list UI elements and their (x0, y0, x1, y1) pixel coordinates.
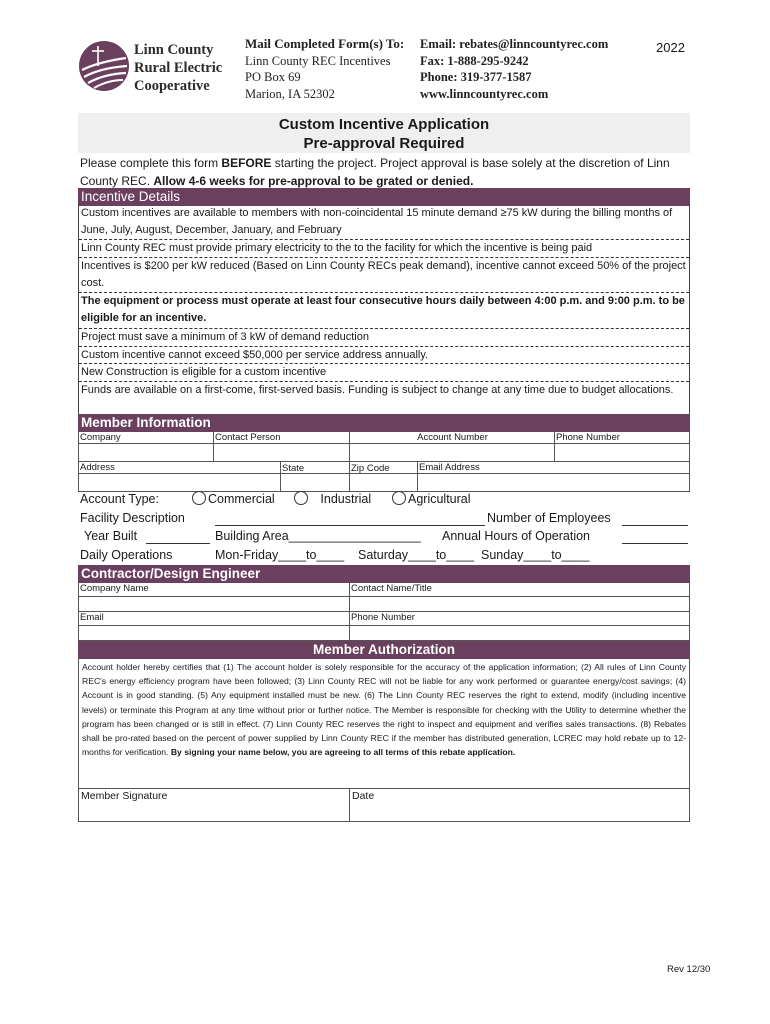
detail-row: Funds are available on a first-come, first-served basis. Funding is subject to change at any time due to budget allocations. (79, 382, 689, 417)
date-field[interactable] (350, 789, 689, 821)
state-field[interactable] (281, 474, 350, 491)
contractor-contact-name-label: Contact Name/Title (350, 583, 689, 597)
facility-description-field[interactable] (215, 525, 485, 526)
contact-info: Email: rebates@linncountyrec.com Fax: 1-888-295-9242 Phone: 319-377-1587 www.linncountyrec.com (420, 37, 609, 101)
organization-name: Linn County Rural Electric Cooperative (134, 42, 223, 94)
year-built-label: Year Built (84, 529, 138, 543)
contractor-heading: Contractor/Design Engineer (78, 565, 690, 583)
incentive-details-heading: Incentive Details (78, 188, 690, 206)
state-label: State (281, 462, 350, 474)
cooperative-logo-icon (78, 40, 130, 92)
form-year: 2022 (656, 40, 685, 55)
email-address-field[interactable] (418, 474, 689, 491)
contractor-table (78, 583, 690, 641)
incentive-details-list (78, 205, 690, 417)
sunday-hours-field[interactable]: Sunday____to____ (481, 548, 590, 562)
contractor-email-field[interactable] (79, 626, 350, 640)
number-of-employees-label: Number of Employees (487, 511, 611, 525)
account-type-agricultural[interactable]: Agricultural (392, 490, 471, 508)
detail-row: Custom incentive cannot exceed $50,000 per service address annually. (79, 347, 689, 364)
phone-number-field[interactable] (555, 444, 689, 462)
detail-row: Custom incentives are available to members with non-coincidental 15 minute demand ≥75 kW during the billing months of June, July, August, December, January, and February (79, 205, 689, 240)
contractor-company-name-field[interactable] (79, 597, 350, 612)
daily-operations-label: Daily Operations (80, 548, 173, 562)
zip-code-field[interactable] (350, 474, 418, 491)
contractor-contact-name-field[interactable] (350, 597, 689, 612)
member-information-table (78, 432, 690, 492)
phone-number-label: Phone Number (555, 432, 689, 444)
member-authorization-heading: Member Authorization (78, 641, 690, 659)
contact-person-label: Contact Person (214, 432, 350, 444)
detail-row: The equipment or process must operate at least four consecutive hours daily between 4:00 p.m. and 9:00 p.m. to be eligible for an incentive. (79, 293, 689, 329)
number-of-employees-field[interactable] (622, 525, 688, 526)
account-type-industrial[interactable]: Industrial (294, 490, 371, 508)
saturday-hours-field[interactable]: Saturday____to____ (358, 548, 475, 562)
radio-icon[interactable] (294, 491, 308, 505)
company-label: Company (79, 432, 214, 444)
contractor-phone-field[interactable] (350, 626, 689, 640)
date-label: Date (352, 790, 375, 802)
account-number-label: Account Number (350, 432, 555, 444)
signature-row (78, 788, 690, 822)
radio-icon[interactable] (192, 491, 206, 505)
account-type-label: Account Type: (80, 492, 159, 506)
facility-description-label: Facility Description (80, 511, 185, 525)
member-information-heading: Member Information (78, 414, 690, 432)
authorization-terms: Account holder hereby certifies that (1) The account holder is solely responsible for the accuracy of the application information; (2) All rules of Linn County REC's energy efficiency program have been followed; (3) Linn County REC will not be liable for any work performed or guarantee energy/cost savings; (4) Account is in good standing. (5) Any equipment installed must be new. (6) The Linn County REC reserves the right to extend, modify (including incentive levels) or terminate this Program at any time without prior or further notice. The Member is responsible for checking with the Utility to determine whether the program has been changed or is still in effect. (7) Linn County REC reserves the right to inspect and equipment and verifies sales transactions. (8) Rebates shall be pro-rated based on the percent of power supplied by Linn County REC if the member has distributed generation, LCREC may hold rebate up to 12-months for verification. By signing your name below, you are agreeing to all terms of this rebate application. (78, 659, 690, 789)
mailing-address: Mail Completed Form(s) To: Linn County REC Incentives PO Box 69 Marion, IA 52302 (245, 36, 405, 101)
form-title: Custom Incentive Application Pre-approval Required (78, 113, 690, 153)
detail-row: Incentives is $200 per kW reduced (Based on Linn County RECs peak demand), incentive cannot exceed 50% of the project cost. (79, 258, 689, 293)
revision-label: Rev 12/30 (667, 964, 711, 975)
address-label: Address (79, 462, 281, 474)
member-signature-field[interactable] (79, 789, 350, 821)
annual-hours-field[interactable] (622, 543, 688, 544)
contractor-company-name-label: Company Name (79, 583, 350, 597)
address-field[interactable] (79, 474, 281, 491)
building-area-field[interactable]: Building Area___________________ (215, 529, 421, 543)
detail-row: Linn County REC must provide primary electricity to the to the facility for which the incentive is being paid (79, 240, 689, 258)
detail-row: New Construction is eligible for a custom incentive (79, 364, 689, 382)
account-number-field[interactable] (350, 444, 555, 462)
year-built-field[interactable] (146, 543, 210, 544)
company-field[interactable] (79, 444, 214, 462)
contact-person-field[interactable] (214, 444, 350, 462)
member-signature-label: Member Signature (81, 790, 168, 802)
contractor-email-label: Email (79, 612, 350, 626)
mon-fri-hours-field[interactable]: Mon-Friday____to____ (215, 548, 345, 562)
zip-code-label: Zip Code (350, 462, 418, 474)
account-type-commercial[interactable]: Commercial (192, 490, 275, 508)
intro-paragraph: Please complete this form BEFORE starting the project. Project approval is base solely at the discretion of Linn County REC. Allow 4-6 weeks for pre-approval to be grated or denied. (80, 156, 670, 188)
detail-row: Project must save a minimum of 3 kW of demand reduction (79, 329, 689, 347)
email-address-label: Email Address (418, 462, 689, 474)
contractor-phone-label: Phone Number (350, 612, 689, 626)
annual-hours-label: Annual Hours of Operation (442, 529, 591, 543)
radio-icon[interactable] (392, 491, 406, 505)
